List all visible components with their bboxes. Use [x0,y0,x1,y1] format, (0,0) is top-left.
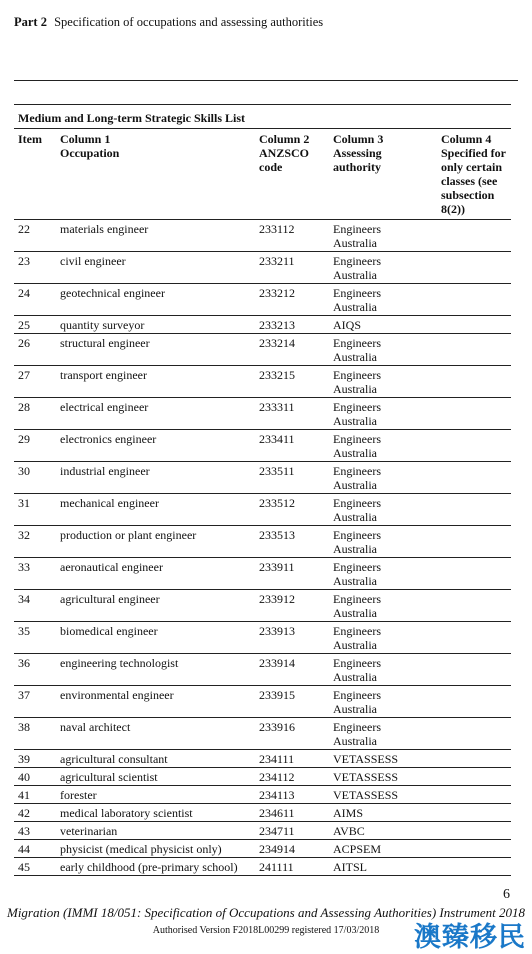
cell-specified [437,750,511,768]
cell-occupation: biomedical engineer [60,624,158,638]
authority-line: AITSL [333,860,367,874]
part-title: Specification of occupations and assessing authorities [54,15,324,29]
cell-specified [437,494,511,526]
cell-authority [329,334,437,366]
cell-authority [329,858,437,876]
cell-item: 35 [18,624,30,638]
authority-line: Engineers [333,432,381,446]
cell-authority [329,462,437,494]
cell-code: 233215 [259,368,295,382]
cell-specified [437,366,511,398]
cell-authority [329,840,437,858]
authority-line: Engineers [333,656,381,670]
instrument-title: Migration (IMMI 18/051: Specification of Occupations and Assessing Authorities) Instrument 2018 [6,905,526,920]
table-row [14,398,511,430]
cell-occupation: medical laboratory scientist [60,806,193,820]
cell-authority [329,430,437,462]
authority-line: Australia [333,670,377,684]
table-row [14,840,511,858]
cell-item: 26 [18,336,30,350]
cell-authority [329,316,437,334]
version-line: Authorised Version F2018L00299 registered 17/03/2018 [152,925,380,936]
watermark-logo: 澳臻移民 [414,922,526,953]
authority-line: Australia [333,236,377,250]
cell-authority [329,822,437,840]
cell-occupation: structural engineer [60,336,150,350]
table-row [14,858,511,876]
cell-code: 233911 [259,560,295,574]
cell-specified [437,398,511,430]
cell-specified [437,284,511,316]
cell-code: 233511 [259,464,295,478]
page-header [14,15,323,30]
cell-item: 41 [18,788,30,802]
cell-item: 42 [18,806,30,820]
cell-occupation: early childhood (pre-primary school) [60,860,238,874]
authority-line: Australia [333,606,377,620]
cell-code: 241111 [259,860,294,874]
cell-item: 33 [18,560,30,574]
authority-line: Engineers [333,254,381,268]
authority-line: Engineers [333,400,381,414]
cell-authority [329,220,437,252]
skills-table-container [14,104,511,876]
cell-occupation: agricultural scientist [60,770,158,784]
cell-item: 34 [18,592,30,606]
table-row [14,220,511,252]
cell-specified [437,558,511,590]
cell-item: 29 [18,432,30,446]
cell-specified [437,804,511,822]
skills-table [14,129,511,876]
authority-line: Australia [333,350,377,364]
cell-specified [437,220,511,252]
authority-line: ACPSEM [333,842,382,856]
cell-occupation: physicist (medical physicist only) [60,842,222,856]
cell-authority [329,786,437,804]
cell-code: 233512 [259,496,295,510]
cell-authority [329,804,437,822]
cell-code: 234611 [259,806,295,820]
cell-authority [329,252,437,284]
authority-line: Australia [333,638,377,652]
authority-line: VETASSESS [333,752,399,766]
cell-specified [437,316,511,334]
authority-line: Australia [333,446,377,460]
authority-line: Engineers [333,464,381,478]
cell-code: 233112 [259,222,295,236]
table-row [14,686,511,718]
cell-occupation: electrical engineer [60,400,149,414]
cell-occupation: aeronautical engineer [60,560,163,574]
cell-item: 43 [18,824,30,838]
authority-line: Australia [333,702,377,716]
table-row [14,334,511,366]
cell-occupation: environmental engineer [60,688,174,702]
cell-item: 39 [18,752,30,766]
authority-line: Engineers [333,222,381,236]
cell-code: 233913 [259,624,295,638]
header-code: Column 2 ANZSCO code [259,132,310,174]
cell-item: 38 [18,720,30,734]
cell-authority [329,750,437,768]
cell-item: 24 [18,286,30,300]
cell-specified [437,786,511,804]
cell-code: 234112 [259,770,295,784]
authority-line: Australia [333,268,377,282]
table-row [14,284,511,316]
cell-authority [329,686,437,718]
cell-code: 233214 [259,336,295,350]
table-row [14,718,511,750]
authority-line: Australia [333,478,377,492]
cell-code: 234914 [259,842,295,856]
cell-authority [329,284,437,316]
table-row [14,590,511,622]
authority-line: Australia [333,542,377,556]
cell-occupation: agricultural consultant [60,752,168,766]
cell-specified [437,718,511,750]
cell-specified [437,462,511,494]
cell-authority [329,718,437,750]
table-row [14,494,511,526]
table-title: Medium and Long-term Strategic Skills List [14,104,511,129]
authority-line: Engineers [333,720,381,734]
authority-line: Engineers [333,336,381,350]
cell-occupation: industrial engineer [60,464,150,478]
cell-code: 233912 [259,592,295,606]
authority-line: Engineers [333,688,381,702]
authority-line: Australia [333,734,377,748]
table-row [14,786,511,804]
cell-code: 234113 [259,788,295,802]
cell-authority [329,590,437,622]
table-row [14,654,511,686]
cell-code: 233914 [259,656,295,670]
cell-occupation: veterinarian [60,824,118,838]
cell-specified [437,686,511,718]
cell-code: 234711 [259,824,295,838]
authority-line: AIMS [333,806,364,820]
cell-occupation: materials engineer [60,222,149,236]
cell-authority [329,494,437,526]
cell-authority [329,398,437,430]
cell-code: 234111 [259,752,295,766]
authority-line: VETASSESS [333,788,399,802]
cell-specified [437,822,511,840]
cell-occupation: geotechnical engineer [60,286,165,300]
cell-occupation: naval architect [60,720,131,734]
cell-item: 22 [18,222,30,236]
cell-code: 233915 [259,688,295,702]
authority-line: Engineers [333,592,381,606]
part-label: Part 2 [14,15,47,29]
table-row [14,252,511,284]
cell-item: 31 [18,496,30,510]
cell-specified [437,768,511,786]
table-row [14,430,511,462]
cell-occupation: electronics engineer [60,432,157,446]
cell-item: 45 [18,860,30,874]
authority-line: Australia [333,414,377,428]
authority-line: AIQS [333,318,362,332]
cell-authority [329,366,437,398]
header-occupation: Column 1 Occupation [60,132,120,160]
cell-occupation: engineering technologist [60,656,179,670]
cell-item: 25 [18,318,30,332]
cell-authority [329,526,437,558]
cell-specified [437,622,511,654]
cell-occupation: quantity surveyor [60,318,145,332]
cell-item: 23 [18,254,30,268]
cell-authority [329,558,437,590]
cell-authority [329,622,437,654]
cell-specified [437,334,511,366]
header-authority: Column 3 Assessing authority [333,132,384,174]
authority-line: Australia [333,300,377,314]
authority-line: Australia [333,574,377,588]
cell-specified [437,590,511,622]
table-row [14,822,511,840]
cell-item: 40 [18,770,30,784]
authority-line: Engineers [333,286,381,300]
cell-item: 36 [18,656,30,670]
table-row [14,558,511,590]
cell-occupation: civil engineer [60,254,126,268]
cell-item: 37 [18,688,30,702]
authority-line: Australia [333,510,377,524]
cell-item: 32 [18,528,30,542]
cell-item: 30 [18,464,30,478]
header-specified: Column 4 Specified for only certain classes (see subsection 8(2)) [441,132,506,216]
cell-specified [437,654,511,686]
cell-item: 44 [18,842,30,856]
cell-authority [329,654,437,686]
table-body [14,220,511,876]
cell-code: 233212 [259,286,295,300]
cell-item: 28 [18,400,30,414]
header-rule [14,80,518,81]
cell-specified [437,840,511,858]
authority-line: Engineers [333,560,381,574]
table-row [14,804,511,822]
authority-line: AVBC [333,824,365,838]
cell-occupation: agricultural engineer [60,592,160,606]
table-header-row [14,129,511,220]
table-row [14,768,511,786]
cell-code: 233916 [259,720,295,734]
cell-specified [437,526,511,558]
authority-line: Engineers [333,624,381,638]
cell-occupation: forester [60,788,97,802]
authority-line: Engineers [333,528,381,542]
cell-occupation: production or plant engineer [60,528,197,542]
cell-occupation: transport engineer [60,368,147,382]
cell-authority [329,768,437,786]
cell-item: 27 [18,368,30,382]
cell-specified [437,252,511,284]
cell-code: 233213 [259,318,295,332]
cell-code: 233311 [259,400,295,414]
page-number: 6 [503,887,510,902]
authority-line: Australia [333,382,377,396]
cell-occupation: mechanical engineer [60,496,159,510]
cell-specified [437,430,511,462]
table-row [14,462,511,494]
table-row [14,622,511,654]
authority-line: Engineers [333,368,381,382]
cell-specified [437,858,511,876]
header-item: Item [18,132,42,146]
table-row [14,750,511,768]
cell-code: 233211 [259,254,295,268]
table-row [14,366,511,398]
authority-line: Engineers [333,496,381,510]
cell-code: 233411 [259,432,295,446]
authority-line: VETASSESS [333,770,399,784]
table-row [14,526,511,558]
cell-code: 233513 [259,528,295,542]
table-row [14,316,511,334]
